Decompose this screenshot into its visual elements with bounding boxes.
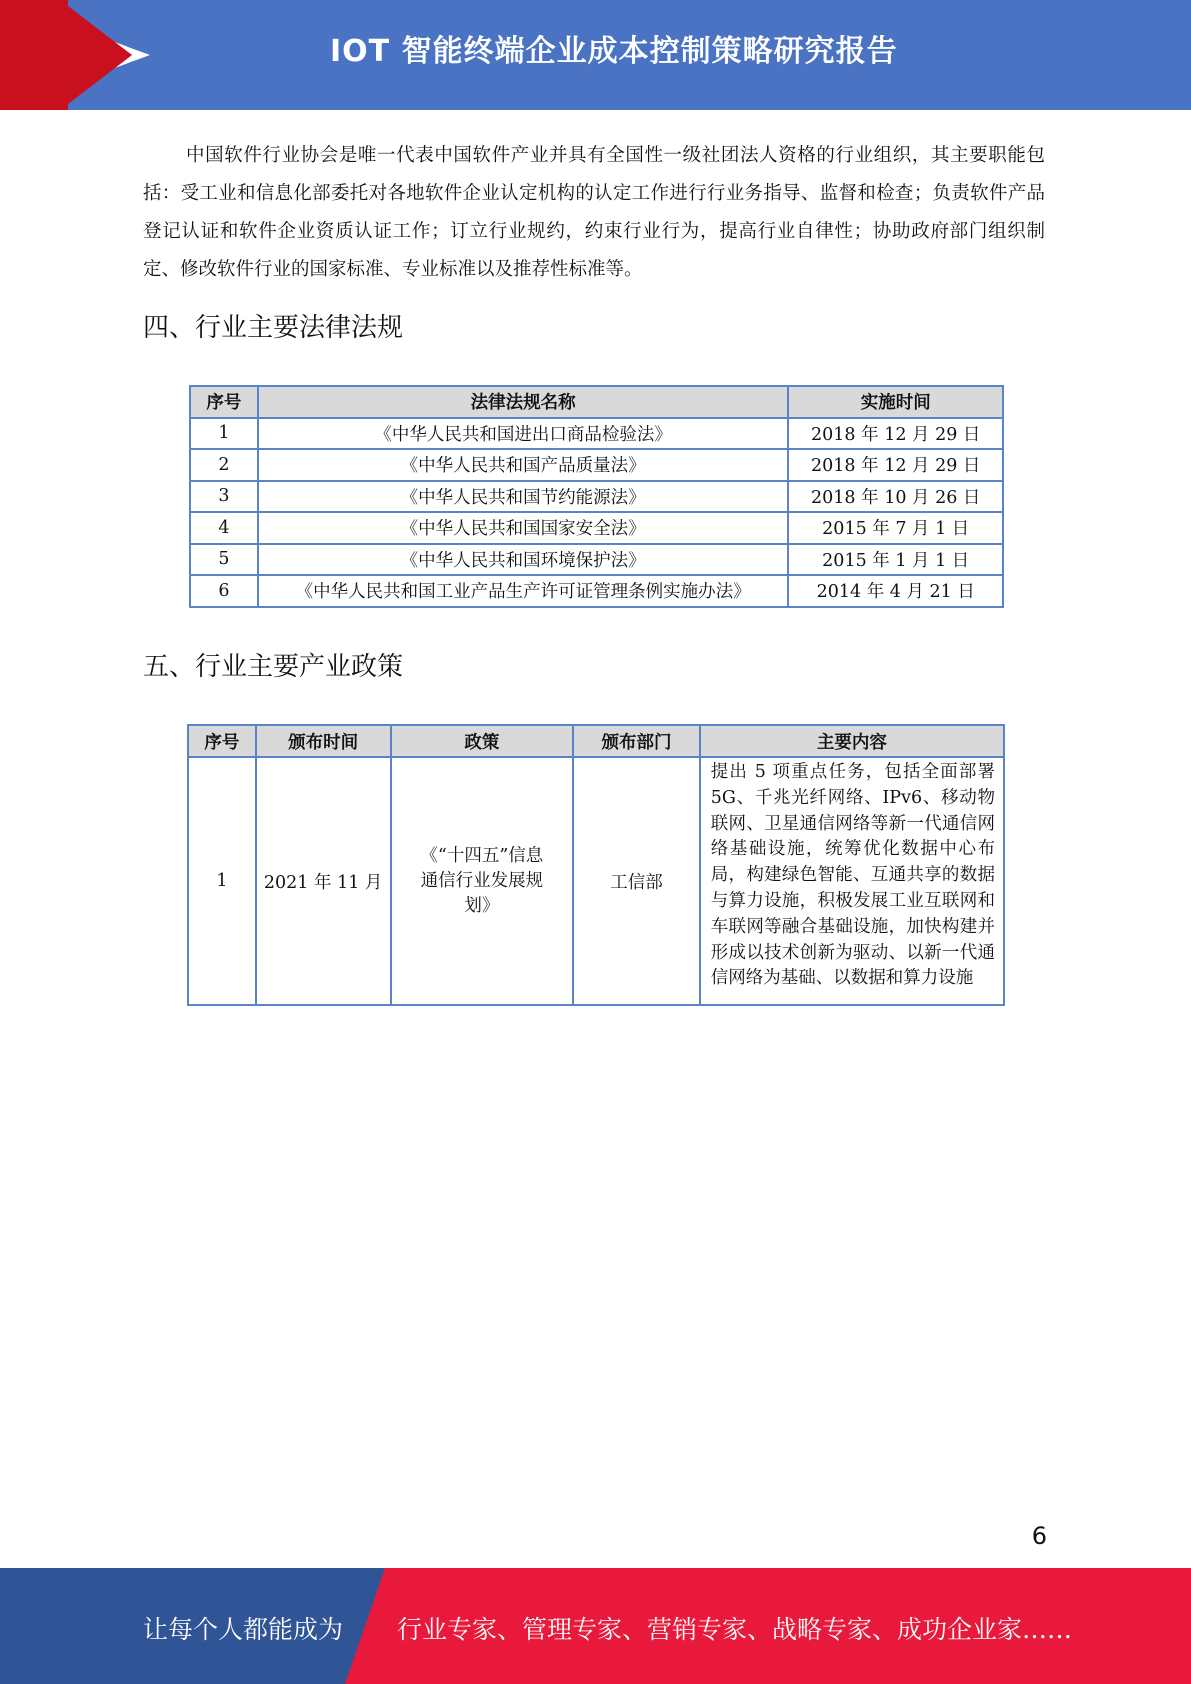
policy-table-header xyxy=(188,725,1004,757)
table-row xyxy=(190,449,1003,481)
cell-law: 《中华人民共和国产品质量法》 xyxy=(258,449,789,481)
cell-date: 2015 年 1 月 1 日 xyxy=(788,544,1003,576)
header-red-arrow xyxy=(68,6,132,104)
page-footer xyxy=(0,1568,1191,1684)
header-cell: 序号 xyxy=(188,725,256,757)
cell-no: 5 xyxy=(190,544,258,576)
cell-no: 1 xyxy=(188,757,256,1005)
report-title: IOT 智能终端企业成本控制策略研究报告 xyxy=(330,34,898,69)
table-row xyxy=(190,418,1003,450)
header-red-block xyxy=(0,0,68,110)
header-cell: 政策 xyxy=(391,725,574,757)
cell-law: 《中华人民共和国工业产品生产许可证管理条例实施办法》 xyxy=(258,575,789,607)
cell-law: 《中华人民共和国国家安全法》 xyxy=(258,512,789,544)
header-cell: 实施时间 xyxy=(788,386,1003,418)
table-row xyxy=(188,757,1004,1005)
cell-date: 2014 年 4 月 21 日 xyxy=(788,575,1003,607)
header-cell: 主要内容 xyxy=(700,725,1004,757)
header-cell: 颁布时间 xyxy=(256,725,391,757)
table-row xyxy=(190,544,1003,576)
laws-table xyxy=(189,385,1004,608)
laws-table-header xyxy=(190,386,1003,418)
cell-no: 1 xyxy=(190,418,258,450)
content-text: 提出 5 项重点任务，包括全面部署 5G、千兆光纤网络、IPv6、移动物联网、卫星通信网络等新一代通信网络基础设施，统筹优化数据中心布局，构建绿色智能、互通共享的数据与算力设施，积极发展工业互联网和车联网等融合基础设施，加快构建并形成以技术创新为驱动、以新一代通信网络为基础、以数据和算力设施 xyxy=(710,762,995,989)
table-row xyxy=(190,575,1003,607)
cell-no: 6 xyxy=(190,575,258,607)
header-cell: 法律法规名称 xyxy=(258,386,789,418)
footer-slogan-left: 让每个人都能成为 xyxy=(143,1615,344,1644)
cell-law: 《中华人民共和国节约能源法》 xyxy=(258,481,789,513)
header-cell: 序号 xyxy=(190,386,258,418)
cell-content xyxy=(700,757,1004,1005)
cell-law: 《中华人民共和国环境保护法》 xyxy=(258,544,789,576)
table-row xyxy=(190,512,1003,544)
header-cell: 颁布部门 xyxy=(573,725,700,757)
cell-date: 2018 年 12 月 29 日 xyxy=(788,449,1003,481)
page-header xyxy=(0,0,1191,110)
table-row xyxy=(190,481,1003,513)
cell-department: 工信部 xyxy=(573,757,700,1005)
footer-slogan-right: 行业专家、管理专家、营销专家、战略专家、成功企业家…… xyxy=(397,1615,1073,1644)
intro-paragraph: 中国软件行业协会是唯一代表中国软件产业并具有全国性一级社团法人资格的行业组织，其主要职能包括：受工业和信息化部委托对各地软件企业认定机构的认定工作进行行业务指导、监督和检查；负责软件产品登记认证和软件企业资质认证工作；订立行业规约，约束行业行为，提高行业自律性；协助政府部门组织制定、修改软件行业的国家标准、专业标准以及推荐性标准等。 xyxy=(143,145,1045,280)
cell-date: 2018 年 10 月 26 日 xyxy=(788,481,1003,513)
page-number: 6 xyxy=(1031,1522,1047,1550)
policy-table xyxy=(187,724,1005,1006)
cell-no: 3 xyxy=(190,481,258,513)
cell-law: 《中华人民共和国进出口商品检验法》 xyxy=(258,418,789,450)
cell-policy: 《“十四五”信息通信行业发展规划》 xyxy=(391,757,574,1005)
section4-title: 四、行业主要法律法规 xyxy=(143,313,404,343)
cell-no: 2 xyxy=(190,449,258,481)
cell-date: 2015 年 7 月 1 日 xyxy=(788,512,1003,544)
cell-date: 2021 年 11 月 xyxy=(256,757,391,1005)
cell-date: 2018 年 12 月 29 日 xyxy=(788,418,1003,450)
section5-title: 五、行业主要产业政策 xyxy=(143,652,404,682)
cell-no: 4 xyxy=(190,512,258,544)
